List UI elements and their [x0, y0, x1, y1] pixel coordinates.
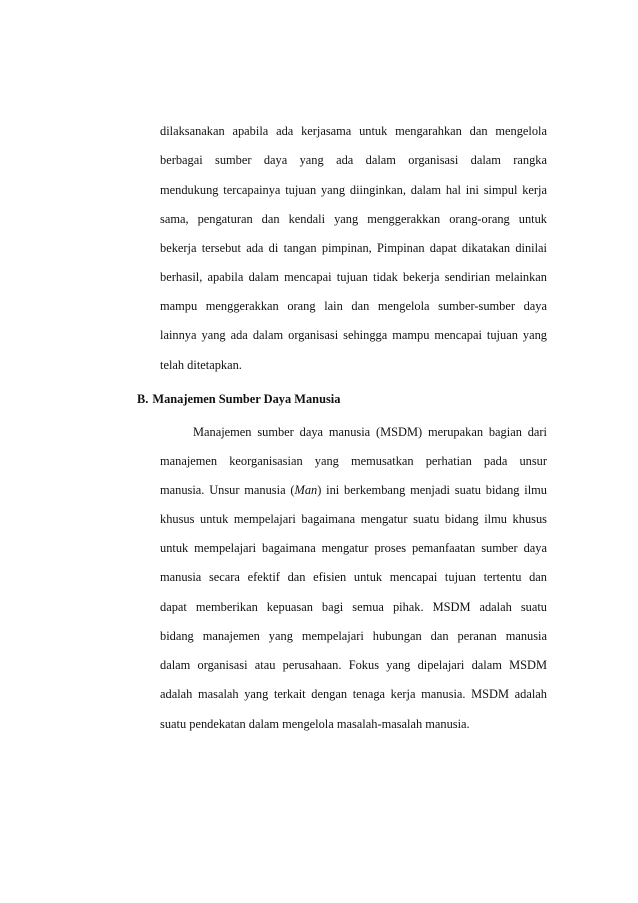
paragraph-line: berbagai sumber daya yang ada dalam organisasi dalam rangka: [160, 153, 547, 167]
paragraph-line: berhasil, apabila dalam mencapai tujuan tidak bekerja sendirian melainkan: [160, 270, 547, 284]
paragraph-line: dalam organisasi atau perusahaan. Fokus yang dipelajari dalam MSDM: [160, 658, 547, 672]
paragraph-line: bekerja tersebut ada di tangan pimpinan, Pimpinan dapat dikatakan dinilai: [160, 241, 547, 255]
paragraph-line: mampu menggerakkan orang lain dan mengelola sumber-sumber daya: [160, 299, 547, 313]
text-run: ) ini berkembang menjadi suatu bidang ilmu: [317, 483, 548, 497]
paragraph-line: lainnya yang ada dalam organisasi sehingga mampu mencapai tujuan yang: [160, 328, 547, 342]
section-title: Manajemen Sumber Daya Manusia: [152, 392, 341, 406]
paragraph-line: mendukung tercapainya tujuan yang diinginkan, dalam hal ini simpul kerja: [160, 183, 547, 197]
paragraph-line: [160, 482, 547, 498]
paragraph-line: khusus untuk mempelajari bagaimana mengatur suatu bidang ilmu khusus: [160, 512, 547, 526]
paragraph-line: suatu pendekatan dalam mengelola masalah-masalah manusia.: [160, 717, 470, 731]
paragraph-line: untuk mempelajari bagaimana mengatur proses pemanfaatan sumber daya: [160, 541, 547, 555]
section-heading: [137, 391, 340, 407]
paragraph-line: dilaksanakan apabila ada kerjasama untuk mengarahkan dan mengelola: [160, 124, 547, 138]
paragraph-line: dapat memberikan kepuasan bagi semua pihak. MSDM adalah suatu: [160, 600, 547, 614]
section-number: B.: [137, 392, 149, 406]
paragraph-line: telah ditetapkan.: [160, 358, 242, 372]
paragraph-line: manajemen keorganisasian yang memusatkan perhatian pada unsur: [160, 454, 547, 468]
paragraph-line: sama, pengaturan dan kendali yang menggerakkan orang-orang untuk: [160, 212, 547, 226]
text-run: manusia. Unsur manusia (: [160, 483, 295, 497]
paragraph-line: manusia secara efektif dan efisien untuk mencapai tujuan tertentu dan: [160, 570, 547, 584]
paragraph-line: adalah masalah yang terkait dengan tenaga kerja manusia. MSDM adalah: [160, 687, 547, 701]
paragraph-line: bidang manajemen yang mempelajari hubungan dan peranan manusia: [160, 629, 547, 643]
italic-term: Man: [294, 483, 318, 497]
paragraph-line: Manajemen sumber daya manusia (MSDM) merupakan bagian dari: [193, 425, 547, 439]
